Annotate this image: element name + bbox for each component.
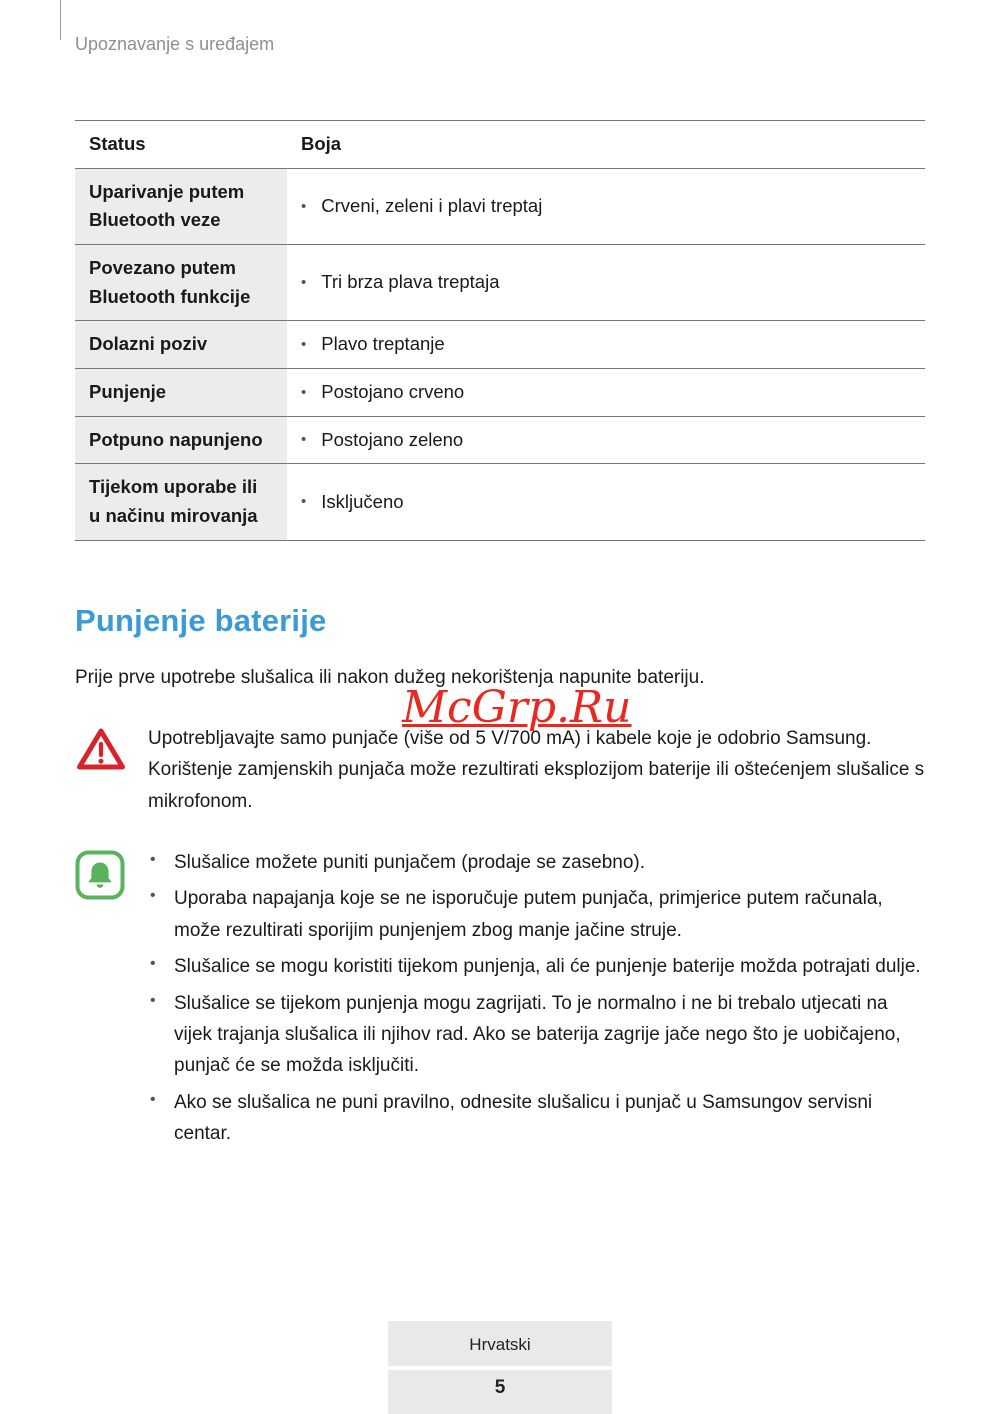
running-header: Upoznavanje s uređajem xyxy=(75,34,275,54)
table-header-row xyxy=(75,121,925,169)
table-row xyxy=(75,245,925,321)
note-item: • Slušalice se mogu koristiti tijekom punjenja, ali će punjenje baterije možda potrajati dulje. xyxy=(148,951,925,982)
warning-icon xyxy=(75,723,148,817)
status-cell: Punjenje xyxy=(75,369,287,416)
top-left-rule xyxy=(60,0,61,40)
bullet-icon xyxy=(301,195,306,218)
note-item: • Ako se slušalica ne puni pravilno, odnesite slušalicu i punjač u Samsungov servisni centar. xyxy=(148,1087,925,1150)
color-cell xyxy=(287,245,925,320)
color-text: Plavo treptanje xyxy=(321,333,445,355)
table-row xyxy=(75,169,925,245)
color-text: Isključeno xyxy=(321,490,404,512)
color-cell xyxy=(287,464,925,539)
section-title: Punjenje baterije xyxy=(75,602,327,638)
warning-text: Upotrebljavajte samo punjače (više od 5 V/700 mA) i kabele koje je odobrio Samsung. Korištenje zamjenskih punjača može rezultirati eksplozijom baterije ili oštećenjem slušalice s mikrofonom. xyxy=(148,728,925,812)
bullet-icon xyxy=(301,271,306,294)
status-cell: Dolazni poziv xyxy=(75,321,287,368)
column-header-status: Status xyxy=(89,133,146,154)
color-text: Postojano crveno xyxy=(321,381,465,403)
warning-callout xyxy=(75,723,925,817)
color-text: Postojano zeleno xyxy=(321,428,464,450)
bullet-icon xyxy=(301,428,306,451)
table-row xyxy=(75,464,925,540)
note-callout xyxy=(75,847,925,1154)
color-cell xyxy=(287,417,925,464)
page-content xyxy=(75,120,925,1154)
color-cell xyxy=(287,369,925,416)
bullet-icon xyxy=(301,490,306,513)
note-item: • Uporaba napajanja koje se ne isporučuje putem punjača, primjerice putem računala, može rezultirati sporijim punjenjem zbog manje jačine struje. xyxy=(148,883,925,946)
page-number: 5 xyxy=(388,1370,612,1414)
page-footer xyxy=(388,1321,612,1414)
bullet-icon xyxy=(301,381,306,404)
watermark: McGrp.Ru xyxy=(402,682,632,733)
table-row xyxy=(75,417,925,465)
status-cell: Potpuno napunjeno xyxy=(75,417,287,464)
intro-paragraph: Prije prve upotrebe slušalica ili nakon dužeg nekorištenja napunite bateriju. xyxy=(75,666,705,688)
bullet-icon xyxy=(301,333,306,356)
color-text: Crveni, zeleni i plavi treptaj xyxy=(321,195,543,216)
footer-language: Hrvatski xyxy=(388,1321,612,1366)
note-list xyxy=(148,847,925,1154)
bell-icon xyxy=(75,847,148,1154)
note-item: • Slušalice možete puniti punjačem (prodaje se zasebno). xyxy=(148,847,925,878)
table-row xyxy=(75,321,925,369)
color-text: Tri brza plava treptaja xyxy=(321,271,500,293)
status-cell: Povezano putem Bluetooth funkcije xyxy=(75,245,287,320)
status-table xyxy=(75,120,925,541)
color-cell xyxy=(287,321,925,368)
table-row xyxy=(75,369,925,417)
status-cell: Tijekom uporabe ili u načinu mirovanja xyxy=(75,464,287,539)
color-cell xyxy=(287,169,925,244)
status-cell: Uparivanje putem Bluetooth veze xyxy=(75,169,287,244)
column-header-color: Boja xyxy=(301,133,342,154)
note-item: • Slušalice se tijekom punjenja mogu zagrijati. To je normalno i ne bi trebalo utjecati na vijek trajanja slušalica ili njihov rad. Ako se baterija zagrije jače nego što je uobičajeno, punjač će se možda isključiti. xyxy=(148,988,925,1082)
